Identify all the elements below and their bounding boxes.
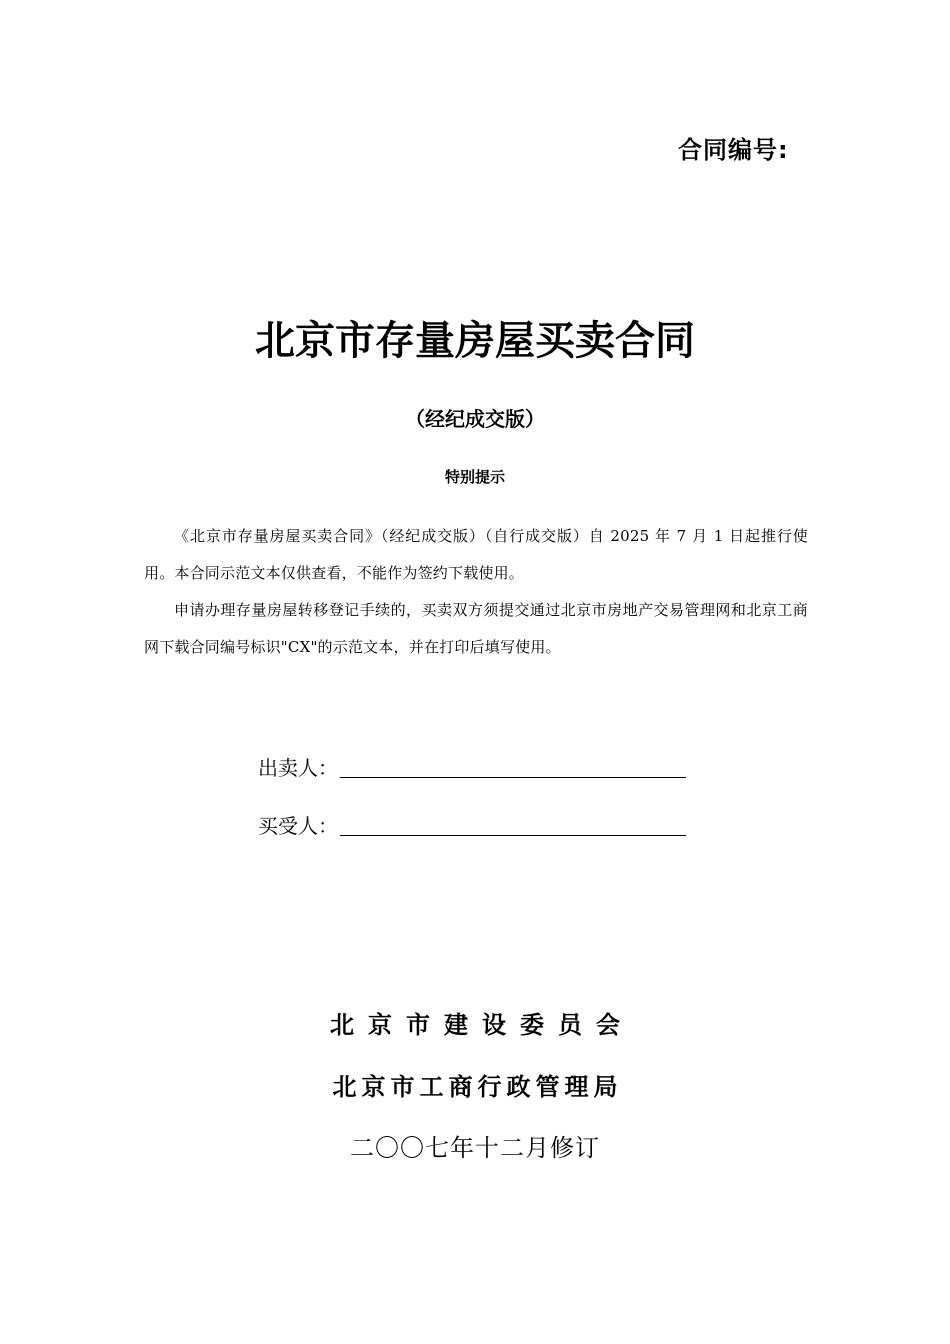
notice-paragraph: 申请办理存量房屋转移登记手续的，买卖双方须提交通过北京市房地产交易管理网和北京工商网下载合同编号标识"CX"的示范文本，并在打印后填写使用。 xyxy=(144,601,808,656)
buyer-signature-row xyxy=(258,811,698,841)
document-subtitle: （经纪成交版） xyxy=(405,407,545,431)
seller-signature-line xyxy=(340,755,686,778)
buyer-label: 买受人： xyxy=(258,814,338,838)
notice-body xyxy=(144,518,808,666)
seller-label: 出卖人： xyxy=(258,756,338,780)
buyer-signature-line xyxy=(340,813,686,836)
seller-signature-row xyxy=(258,753,698,783)
notice-paragraph: 《北京市存量房屋买卖合同》（经纪成交版）（自行成交版）自 2025 年 7 月 1 日起推行使用。本合同示范文本仅供查看，不能作为签约下载使用。 xyxy=(144,527,808,582)
revision-date: 二〇〇七年十二月修订 xyxy=(350,1134,600,1162)
contract-number-label: 合同编号: xyxy=(678,136,789,164)
document-title: 北京市存量房屋买卖合同 xyxy=(255,317,695,364)
issuer-industry-commerce-bureau: 北京市工商行政管理局 xyxy=(332,1072,623,1101)
issuer-construction-committee: 北京市建设委员会 xyxy=(330,1010,634,1039)
notice-heading: 特别提示 xyxy=(444,468,505,486)
